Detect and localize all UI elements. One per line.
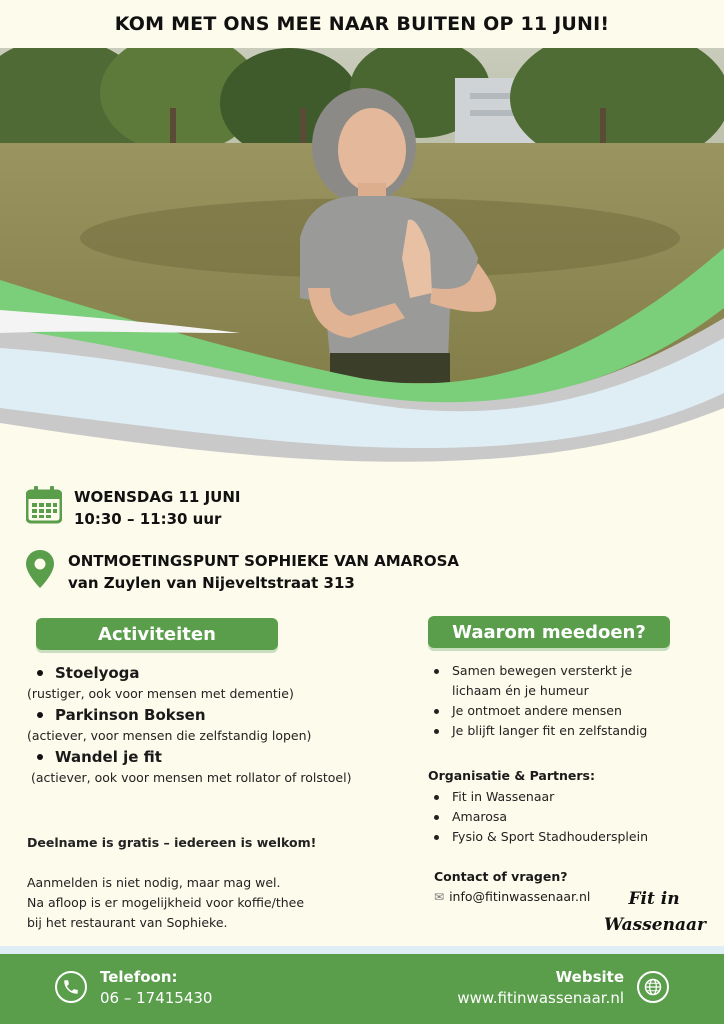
- why-heading: Waarom meedoen?: [428, 616, 670, 648]
- fit-in-wassenaar-logo: Fit in Wassenaar: [604, 889, 706, 935]
- list-item: Samen bewegen versterkt je lichaam én je humeur: [432, 661, 672, 701]
- hero-photo: [0, 48, 724, 468]
- location-address: van Zuylen van Nijeveltstraat 313: [68, 574, 355, 592]
- signup-note: Aanmelden is niet nodig, maar mag wel. Na afloop is er mogelijkheid voor koffie/thee bij het restaurant van Sophieke.: [27, 875, 305, 930]
- activities-list: [27, 662, 357, 788]
- email-link[interactable]: info@fitinwassenaar.nl: [449, 889, 591, 904]
- event-time: 10:30 – 11:30 uur: [74, 510, 222, 528]
- partners-list: [432, 787, 702, 847]
- location-pin-icon: [26, 550, 54, 592]
- list-item: Je ontmoet andere mensen: [432, 701, 672, 721]
- footer: [0, 954, 724, 1024]
- envelope-icon: ✉: [434, 889, 445, 904]
- list-item: Fit in Wassenaar: [432, 787, 702, 807]
- phone-number[interactable]: 06 – 17415430: [100, 989, 213, 1007]
- website-label: Website: [555, 968, 624, 986]
- event-date: [26, 486, 241, 530]
- contact-heading: Contact of vragen?: [434, 869, 568, 884]
- footer-divider: [0, 946, 724, 954]
- activity-description: (rustiger, ook voor mensen met dementie): [27, 686, 294, 701]
- page-title: KOM MET ONS MEE NAAR BUITEN OP 11 JUNI!: [114, 13, 610, 35]
- list-item: Wandel je fit: [27, 746, 357, 768]
- list-item: Parkinson Boksen: [27, 704, 357, 726]
- list-item: Stoelyoga: [27, 662, 357, 684]
- list-item: Je blijft langer fit en zelfstandig: [432, 721, 672, 741]
- partners-heading: Organisatie & Partners:: [428, 768, 595, 783]
- list-item: Amarosa: [432, 807, 702, 827]
- contact-email[interactable]: [434, 889, 590, 904]
- event-day: WOENSDAG 11 JUNI: [74, 488, 241, 506]
- activity-description: (actiever, ook voor mensen met rollator of rolstoel): [27, 770, 352, 785]
- activity-description: (actiever, voor mensen die zelfstandig lopen): [27, 728, 312, 743]
- globe-icon[interactable]: [637, 971, 669, 1003]
- location-name: ONTMOETINGSPUNT SOPHIEKE VAN AMAROSA: [68, 552, 459, 570]
- phone-label: Telefoon:: [100, 968, 178, 986]
- activities-heading: Activiteiten: [36, 618, 278, 650]
- calendar-icon: [26, 486, 62, 528]
- event-location: [26, 550, 459, 594]
- phone-icon[interactable]: [55, 971, 87, 1003]
- list-item: Fysio & Sport Stadhoudersplein: [432, 827, 702, 847]
- free-note: Deelname is gratis – iedereen is welkom!: [27, 835, 317, 850]
- why-list: [432, 661, 672, 741]
- website-link[interactable]: www.fitinwassenaar.nl: [457, 989, 624, 1007]
